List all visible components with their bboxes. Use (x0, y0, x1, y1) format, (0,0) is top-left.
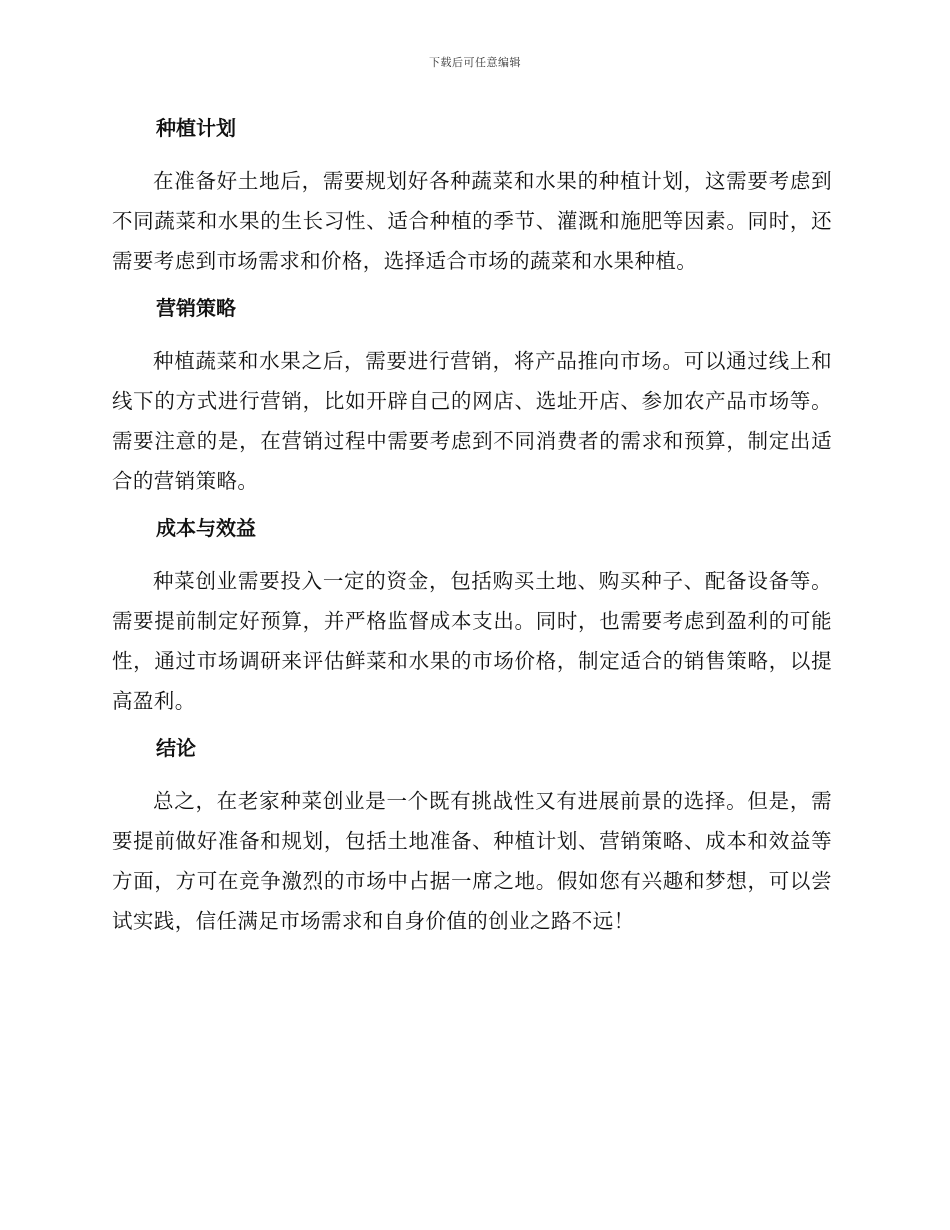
section-heading: 成本与效益 (156, 516, 256, 540)
section-paragraph: 种菜创业需要投入一定的资金，包括购买土地、购买种子、配备设备等。需要提前制定好预算，并严格监督成本支出。同时，也需要考虑到盈利的可能性，通过市场调研来评估鲜菜和水果的市场价格，制定适合的销售策略，以提高盈利。 (112, 569, 832, 713)
section-planting-plan (112, 114, 832, 281)
section-marketing-strategy (112, 294, 832, 501)
document-body (112, 106, 832, 954)
page-header: 下载后可任意编辑 (429, 56, 521, 69)
section-conclusion (112, 734, 832, 941)
section-paragraph: 种植蔬菜和水果之后，需要进行营销，将产品推向市场。可以通过线上和线下的方式进行营销，比如开辟自己的网店、选址开店、参加农产品市场等。需要注意的是，在营销过程中需要考虑到不同消费者的需求和预算，制定出适合的营销策略。 (112, 349, 832, 493)
section-paragraph: 总之，在老家种菜创业是一个既有挑战性又有进展前景的选择。但是，需要提前做好准备和规划，包括土地准备、种植计划、营销策略、成本和效益等方面，方可在竞争激烈的市场中占据一席之地。假如您有兴趣和梦想，可以尝试实践，信任满足市场需求和自身价值的创业之路不远！ (112, 789, 832, 933)
section-heading: 种植计划 (156, 116, 236, 140)
section-cost-benefit (112, 514, 832, 721)
section-heading: 营销策略 (156, 296, 236, 320)
section-heading: 结论 (156, 736, 196, 760)
section-paragraph: 在准备好土地后，需要规划好各种蔬菜和水果的种植计划，这需要考虑到不同蔬菜和水果的生长习性、适合种植的季节、灌溉和施肥等因素。同时，还需要考虑到市场需求和价格，选择适合市场的蔬菜和水果种植。 (112, 169, 832, 273)
